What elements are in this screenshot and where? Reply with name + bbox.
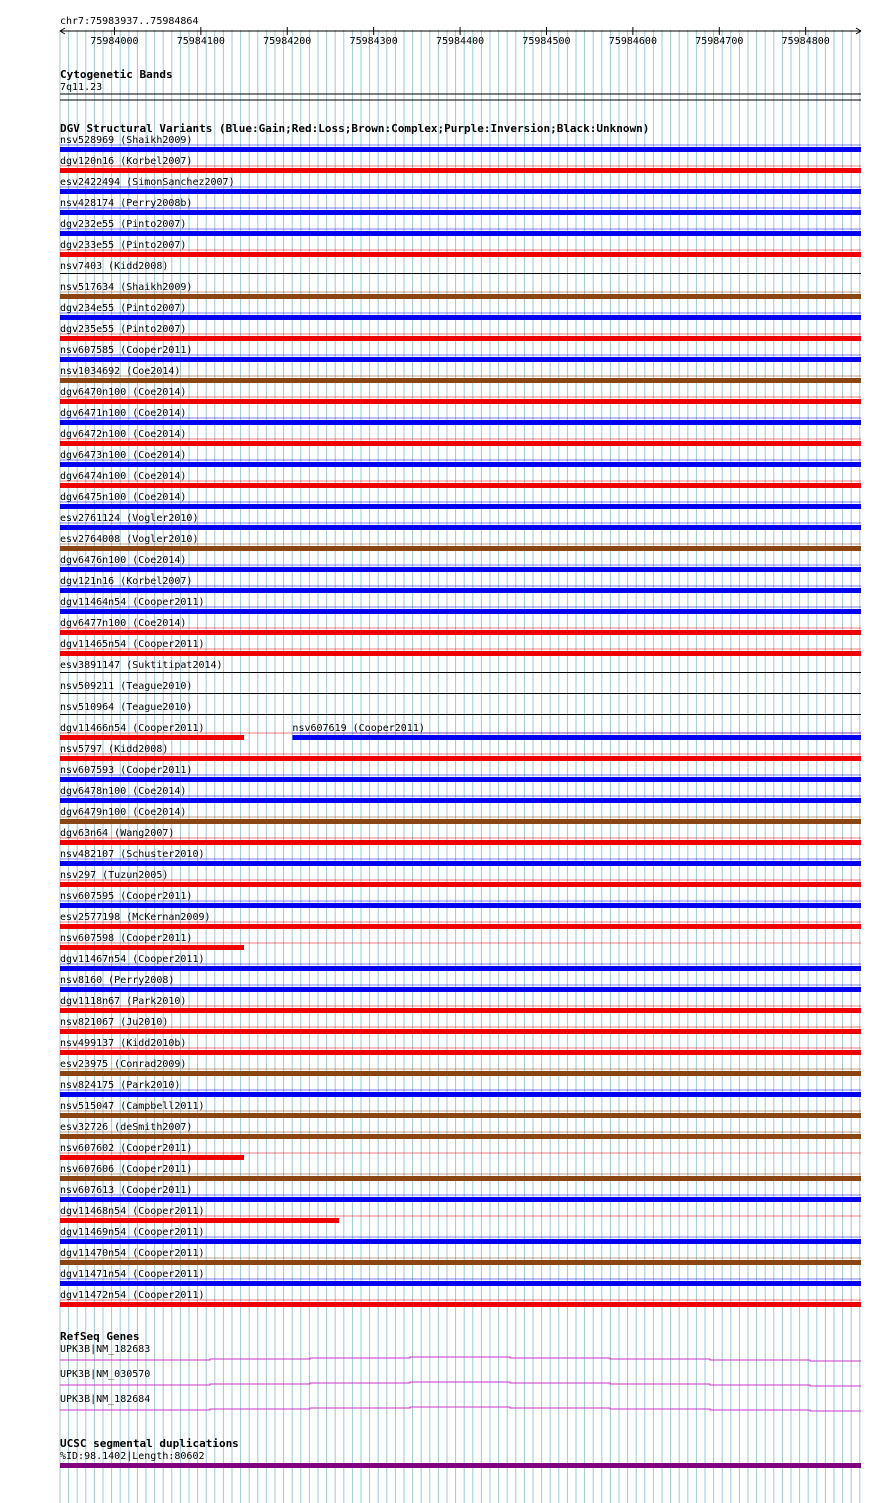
- refseq-gene-label: UPK3B|NM_182683: [60, 1344, 151, 1355]
- dgv-variant-label: nsv297 (Tuzun2005): [60, 870, 169, 881]
- dgv-variant-bar: [60, 1302, 861, 1307]
- dgv-variant-label: nsv8160 (Perry2008): [60, 975, 175, 986]
- dgv-variant-bar: [60, 987, 861, 992]
- dgv-variant-label: dgv233e55 (Pinto2007): [60, 240, 187, 251]
- dgv-variant-label: esv2422494 (SimonSanchez2007): [60, 177, 235, 188]
- dgv-variant-label: dgv6479n100 (Coe2014): [60, 807, 187, 818]
- dgv-variant-label: dgv11470n54 (Cooper2011): [60, 1248, 205, 1259]
- dgv-variant-bar: [60, 168, 861, 173]
- dgv-variant-label: dgv6477n100 (Coe2014): [60, 618, 187, 629]
- dgv-variant-bar: [60, 798, 861, 803]
- ruler-tick-label: 75984300: [349, 36, 398, 47]
- dgv-variant-label: dgv232e55 (Pinto2007): [60, 219, 187, 230]
- dgv-variant-bar: [60, 630, 861, 635]
- dgv-variant-label: nsv528969 (Shaikh2009): [60, 135, 193, 146]
- dgv-variant-bar: [60, 483, 861, 488]
- dgv-variant-label: nsv607585 (Cooper2011): [60, 345, 193, 356]
- dgv-variant-bar: [60, 1071, 861, 1076]
- dgv-variant-label: nsv428174 (Perry2008b): [60, 198, 193, 209]
- ruler-tick-label: 75984600: [608, 36, 657, 47]
- dgv-variant-bar: [60, 1176, 861, 1181]
- dgv-variant-bar: [60, 252, 861, 257]
- dgv-variant-label: nsv607619 (Cooper2011): [292, 723, 425, 734]
- dgv-variant-label: esv2577198 (McKernan2009): [60, 912, 211, 923]
- dgv-variant-bar: [60, 189, 861, 194]
- dgv-variant-bar: [60, 399, 861, 404]
- dgv-variant-label: nsv607595 (Cooper2011): [60, 891, 193, 902]
- dgv-variant-bar: [60, 819, 861, 824]
- dgv-variant-label: dgv6470n100 (Coe2014): [60, 387, 187, 398]
- dgv-variant-label: dgv11467n54 (Cooper2011): [60, 954, 205, 965]
- dgv-variant-label: nsv515047 (Campbell2011): [60, 1101, 205, 1112]
- ruler-tick-label: 75984400: [435, 36, 485, 47]
- dgv-variant-bar: [60, 357, 861, 362]
- dgv-variant-label: esv23975 (Conrad2009): [60, 1059, 187, 1070]
- dgv-variant-label: dgv11471n54 (Cooper2011): [60, 1269, 205, 1280]
- dgv-variant-label: esv3891147 (Suktitipat2014): [60, 660, 223, 671]
- dgv-variant-label: dgv63n64 (Wang2007): [60, 828, 175, 839]
- dgv-variant-bar: [60, 672, 861, 673]
- segdup-track-title: UCSC segmental duplications: [60, 1437, 239, 1450]
- ruler-tick-label: 75984100: [176, 36, 225, 47]
- refseq-gene-label: UPK3B|NM_030570: [60, 1369, 151, 1380]
- dgv-variant-label: dgv11472n54 (Cooper2011): [60, 1290, 205, 1301]
- ruler-ticks: [90, 27, 829, 47]
- cytoband-label: 7q11.23: [60, 82, 103, 93]
- dgv-variant-label: nsv499137 (Kidd2010b): [60, 1038, 187, 1049]
- ruler-tick-label: 75984700: [695, 36, 744, 47]
- dgv-variant-bar: [60, 1050, 861, 1055]
- dgv-variant-label: nsv824175 (Park2010): [60, 1080, 181, 1091]
- dgv-variant-bar: [60, 504, 861, 509]
- dgv-variant-label: nsv607602 (Cooper2011): [60, 1143, 193, 1154]
- dgv-variant-label: esv2761124 (Vogler2010): [60, 513, 199, 524]
- dgv-variant-label: dgv6471n100 (Coe2014): [60, 408, 187, 419]
- dgv-variant-bar: [60, 147, 861, 152]
- dgv-variant-label: esv32726 (deSmith2007): [60, 1122, 193, 1133]
- dgv-track-title: DGV Structural Variants (Blue:Gain;Red:Loss;Brown:Complex;Purple:Inversion;Black:Unknown): [60, 122, 650, 135]
- dgv-variant-bar: [60, 1155, 244, 1160]
- segdup-label: %ID:98.1402|Length:80602: [60, 1451, 205, 1462]
- dgv-variant-bar: [60, 273, 861, 274]
- cytogenetic-bands-title: Cytogenetic Bands: [60, 68, 173, 81]
- dgv-variant-label: nsv607598 (Cooper2011): [60, 933, 193, 944]
- dgv-variant-label: dgv235e55 (Pinto2007): [60, 324, 187, 335]
- dgv-variant-label: dgv11466n54 (Cooper2011): [60, 723, 205, 734]
- dgv-variant-label: nsv7403 (Kidd2008): [60, 261, 169, 272]
- ruler-tick-label: 75984200: [263, 36, 312, 47]
- dgv-variant-label: dgv120n16 (Korbel2007): [60, 156, 193, 167]
- ruler-tick-label: 75984800: [781, 36, 830, 47]
- dgv-variant-bar: [60, 546, 861, 551]
- dgv-variant-bar: [60, 966, 861, 971]
- dgv-variant-bar: [60, 567, 861, 572]
- dgv-variant-label: dgv11469n54 (Cooper2011): [60, 1227, 205, 1238]
- dgv-variant-label: dgv234e55 (Pinto2007): [60, 303, 187, 314]
- dgv-variant-bar: [60, 1134, 861, 1139]
- dgv-variant-label: nsv5797 (Kidd2008): [60, 744, 169, 755]
- dgv-variant-bar: [60, 924, 861, 929]
- dgv-variant-label: dgv6474n100 (Coe2014): [60, 471, 187, 482]
- dgv-variant-bar: [60, 903, 861, 908]
- dgv-variant-label: dgv1118n67 (Park2010): [60, 996, 187, 1007]
- dgv-variant-bar: [60, 735, 244, 740]
- segmental-duplications-track: [60, 1437, 861, 1468]
- dgv-variant-bar: [60, 441, 861, 446]
- refseq-track-title: RefSeq Genes: [60, 1330, 140, 1343]
- dgv-variant-bar: [60, 714, 861, 715]
- dgv-variant-label: nsv607593 (Cooper2011): [60, 765, 193, 776]
- dgv-variant-bar: [60, 588, 861, 593]
- dgv-variant-label: nsv1034692 (Coe2014): [60, 366, 181, 377]
- ruler-tick-label: 75984000: [90, 36, 139, 47]
- segdup-bar: [60, 1463, 861, 1468]
- dgv-variant-label: dgv11465n54 (Cooper2011): [60, 639, 205, 650]
- dgv-variant-bar: [60, 525, 861, 530]
- dgv-variant-bar: [60, 1260, 861, 1265]
- dgv-variant-label: dgv6476n100 (Coe2014): [60, 555, 187, 566]
- dgv-variant-bar: [60, 231, 861, 236]
- dgv-variant-label: nsv510964 (Teague2010): [60, 702, 193, 713]
- dgv-variant-bar: [60, 777, 861, 782]
- dgv-variant-bar: [60, 1197, 861, 1202]
- dgv-variant-bar: [60, 462, 861, 467]
- dgv-variant-bar: [60, 756, 861, 761]
- dgv-variant-label: nsv517634 (Shaikh2009): [60, 282, 193, 293]
- dgv-variant-bar: [60, 882, 861, 887]
- dgv-variant-bar: [60, 378, 861, 383]
- dgv-variant-bar: [60, 210, 861, 215]
- region-label: chr7:75983937..75984864: [60, 16, 199, 27]
- dgv-variant-bar: [60, 315, 861, 320]
- dgv-variant-bar: [60, 1092, 861, 1097]
- dgv-variant-label: dgv121n16 (Korbel2007): [60, 576, 193, 587]
- dgv-variant-bar: [60, 1239, 861, 1244]
- dgv-variant-bar: [60, 1281, 861, 1286]
- dgv-variant-bar: [60, 840, 861, 845]
- dgv-variant-bar: [60, 861, 861, 866]
- dgv-variant-bar: [60, 294, 861, 299]
- dgv-variant-bar: [60, 1008, 861, 1013]
- dgv-variant-bar: [60, 693, 861, 694]
- dgv-variant-label: nsv607613 (Cooper2011): [60, 1185, 193, 1196]
- dgv-variant-bar: [60, 609, 861, 614]
- dgv-variant-label: dgv6473n100 (Coe2014): [60, 450, 187, 461]
- dgv-variant-label: dgv11464n54 (Cooper2011): [60, 597, 205, 608]
- coordinate-ruler: [60, 16, 861, 47]
- dgv-variant-label: dgv6475n100 (Coe2014): [60, 492, 187, 503]
- dgv-variant-label: dgv6478n100 (Coe2014): [60, 786, 187, 797]
- dgv-variant-label: nsv482107 (Schuster2010): [60, 849, 205, 860]
- ruler-tick-label: 75984500: [522, 36, 571, 47]
- dgv-variant-label: nsv607606 (Cooper2011): [60, 1164, 193, 1175]
- dgv-variant-bar: [292, 735, 861, 740]
- dgv-variant-label: nsv509211 (Teague2010): [60, 681, 193, 692]
- dgv-variant-bar: [60, 1029, 861, 1034]
- dgv-variant-label: nsv821067 (Ju2010): [60, 1017, 169, 1028]
- dgv-variant-bar: [60, 651, 861, 656]
- dgv-variant-bar: [60, 1113, 861, 1118]
- dgv-variant-bar: [60, 945, 244, 950]
- segdup-rows: [60, 1451, 861, 1468]
- dgv-variant-bar: [60, 420, 861, 425]
- dgv-variant-bar: [60, 1218, 339, 1223]
- dgv-variant-label: dgv11468n54 (Cooper2011): [60, 1206, 205, 1217]
- refseq-gene-label: UPK3B|NM_182684: [60, 1394, 151, 1405]
- dgv-variant-label: dgv6472n100 (Coe2014): [60, 429, 187, 440]
- dgv-variant-label: esv2764008 (Vogler2010): [60, 534, 199, 545]
- dgv-variant-bar: [60, 336, 861, 341]
